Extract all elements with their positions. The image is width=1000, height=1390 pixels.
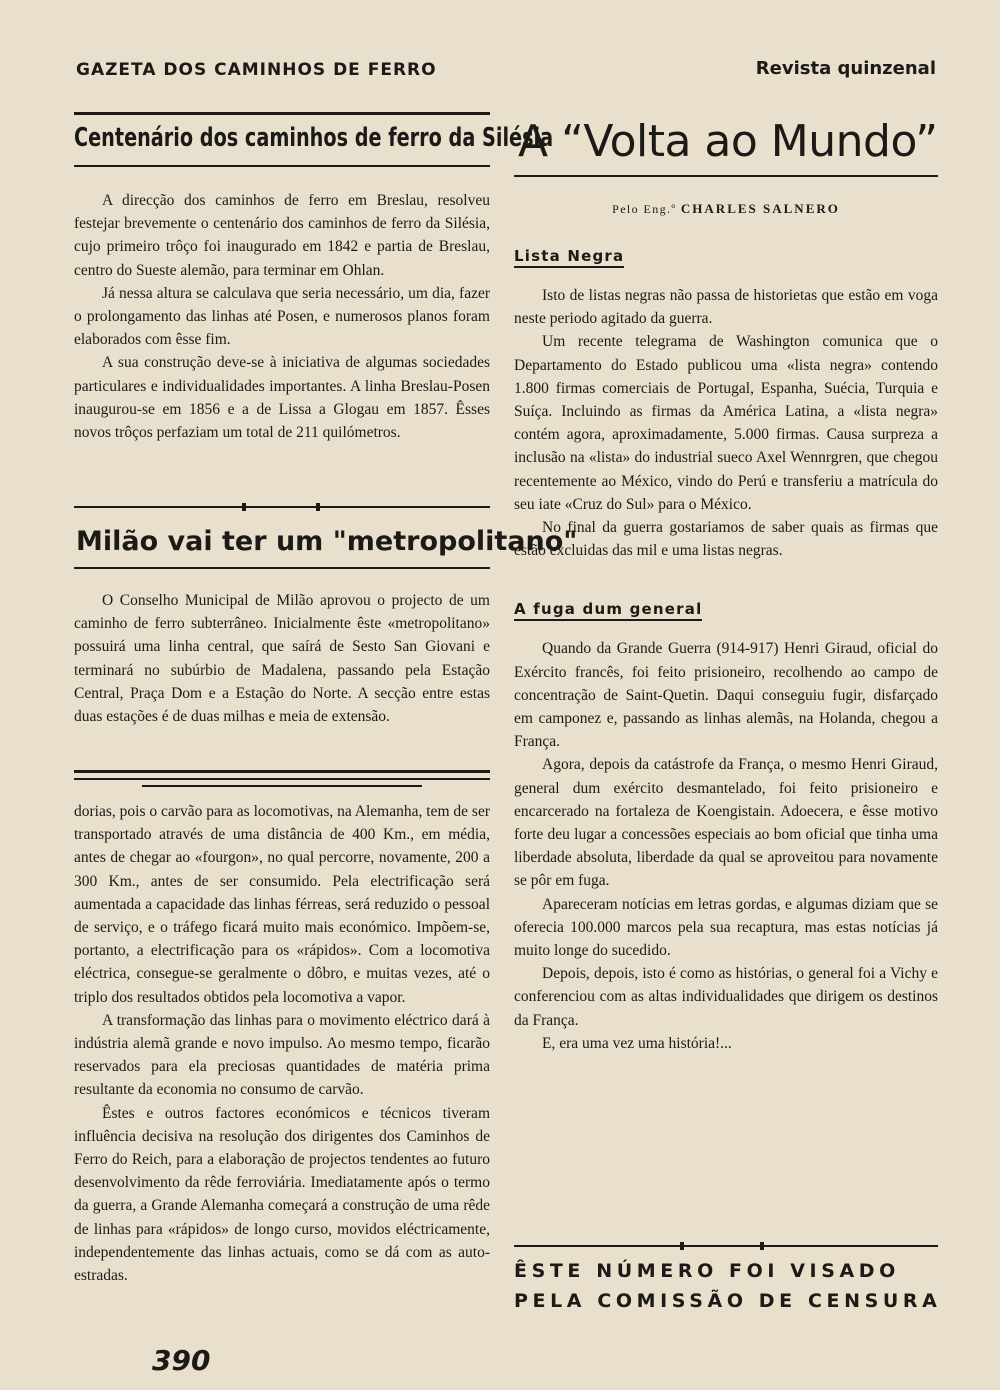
byline-prefix: Pelo Eng.º (612, 202, 677, 216)
paragraph: A direcção dos caminhos de ferro em Breslau, resolveu festejar brevemente o centenário dos caminhos de ferro da Silésia, cujo primeiro trôço foi inaugurado em 1842 e partia de Breslau, centro do Sueste alemão, para terminar em Ohlan. (74, 192, 490, 279)
section-heading: Lista Negra (514, 247, 624, 268)
censorship-notice (514, 1256, 942, 1316)
censorship-line: PELA COMISSÃO DE CENSURA (514, 1290, 942, 1312)
article-body (74, 800, 490, 1287)
byline (514, 201, 938, 217)
double-rule-divider (74, 770, 490, 787)
byline-author: CHARLES SALNERO (680, 201, 840, 216)
article-title: A “Volta ao Mundo” (518, 116, 938, 167)
article-title: Centenário dos caminhos de ferro da Silésia (74, 123, 554, 153)
page-number: 390 (152, 1344, 211, 1377)
paragraph: O Conselho Municipal de Milão aprovou o projecto de um caminho de ferro subterrâneo. Inicialmente êste «metropolitano» possuirá uma linha central, que saírá de Sesto San Giovani e terminará no subúrbio de Madalena, passando pela Estação Central, Praça Dom e a Estação do Norte. A secção entre estas duas estações é de duas milhas e meia de extensão. (74, 592, 490, 726)
article-silesia (74, 112, 554, 444)
paragraph: No final da guerra gostariamos de saber quais as firmas que estão excluidas das mil e uma listas negras. (514, 519, 938, 560)
paragraph: Isto de listas negras não passa de historietas que estão em voga neste periodo agitado da guerra. (514, 287, 938, 328)
censorship-line: ÊSTE NÚMERO FOI VISADO (514, 1260, 900, 1282)
paragraph: Êstes e outros factores económicos e técnicos tiveram influência decisiva na resolução dos dirigentes dos Caminhos de Ferro do Reich, para a elaboração de projectos tendentes ao futuro desenvolvimento da rêde ferroviária. Imediatamente após o termo da guerra, a Grande Alemanha começará a construção de uma rêde de linhas para «rápidos» de longo curso, movidos eléctricamente, independentemente das linhas actuais, como se dá com as auto-estradas. (74, 1104, 490, 1285)
paragraph: Apareceram notícias em letras gordas, e algumas diziam que se oferecia 100.000 marcos pela sua recaptura, mas estas notícias já muito longe do sucedido. (514, 895, 938, 960)
publication-title: GAZETA DOS CAMINHOS DE FERRO (76, 60, 437, 80)
paragraph: Um recente telegrama de Washington comunica que o Departamento do Estado publicou uma «lista negra» contendo 1.800 firmas comerciais de Portugal, Espanha, Suécia, Turquia e Suíça. Incluindo as firmas da América Latina, a «lista negra» contém agora, aproximadamente, 5.000 firmas. Causa surpreza a inclusão na «lista» do industrial sueco Axel Wennrgren, que chegou recentemente ao México, vindo do Perú e transferiu a matrícula do seu iate «Cruz do Sul» para o México. (514, 333, 938, 513)
paragraph: E, era uma vez uma história!... (542, 1034, 732, 1052)
title-rule (74, 165, 490, 167)
paragraph: Quando da Grande Guerra (914-917) Henri Giraud, oficial do Exército francês, foi feito prisioneiro, recolhendo ao campo de concentração de Saint-Quetin. Daqui conseguiu fugir, disfarçado em camponez e, passando as linhas alemãs, na Holanda, chegou a França. (514, 640, 938, 751)
paragraph: Agora, depois da catástrofe da França, o mesmo Henri Giraud, general dum exército desmantelado, foi feito prisioneiro e encarcerado na fortaleza de Koengistain. Adoecera, e êsse motivo forte deu lugar a concessões especiais ao bom oficial que tinha uma liberdade absoluta, liberdade da qual se aproveitou para novamente se pôr em fuga. (514, 756, 938, 890)
publication-frequency: Revista quinzenal (755, 58, 936, 79)
section-body (514, 637, 938, 1055)
article-title: Milão vai ter um "metropolitano" (76, 526, 578, 557)
article-milao (74, 526, 578, 728)
title-rule (74, 567, 490, 569)
section-divider (514, 1242, 938, 1250)
title-rule (514, 175, 938, 177)
paragraph: dorias, pois o carvão para as locomotivas, na Alemanha, tem de ser transportado através de uma distância de 400 Km., em média, antes de chegar ao «fourgon», no qual percorre, novamente, 200 a 300 Km., antes de ser consumido. Pela electrificação será aumentada a capacidade das linhas férreas, será reduzido o pessoal de serviço, e o tráfego ficará muito mais económico. Impõem-se, portanto, a electrificação para os «rápidos». Com a locomotiva eléctrica, consegue-se geralmente o dôbro, e muitas vezes, até o triplo dos resultados obtidos pela locomotiva a vapor. (74, 803, 490, 1006)
paragraph: A sua construção deve-se à iniciativa de algumas sociedades particulares e individualidades importantes. A linha Breslau-Posen inaugurou-se em 1856 e a de Lissa a Glogau em 1857. Êsses novos trôços perfaziam um total de 211 quilómetros. (74, 354, 490, 442)
article-body (74, 189, 490, 444)
article-volta-ao-mundo (514, 116, 938, 1055)
section-divider (74, 503, 490, 511)
paragraph: A transformação das linhas para o movimento eléctrico dará à indústria alemã grande e novo impulso. Ao mesmo tempo, ficarão reservados para ela preciosas quantidades de matéria prima resultante da economia no consumo de carvão. (74, 1011, 490, 1099)
article-body (74, 589, 490, 728)
section-heading: A fuga dum general (514, 600, 702, 621)
paragraph: Depois, depois, isto é como as histórias, o general foi a Vichy e conferenciou com as altas individualidades que dirigem os destinos da França. (514, 965, 938, 1029)
section-body (514, 284, 938, 562)
article-electrification (74, 800, 490, 1287)
paragraph: Já nessa altura se calculava que seria necessário, um dia, fazer o prolongamento das linhas até Posen, e numerosos planos foram elaborados com êsse fim. (74, 284, 490, 349)
